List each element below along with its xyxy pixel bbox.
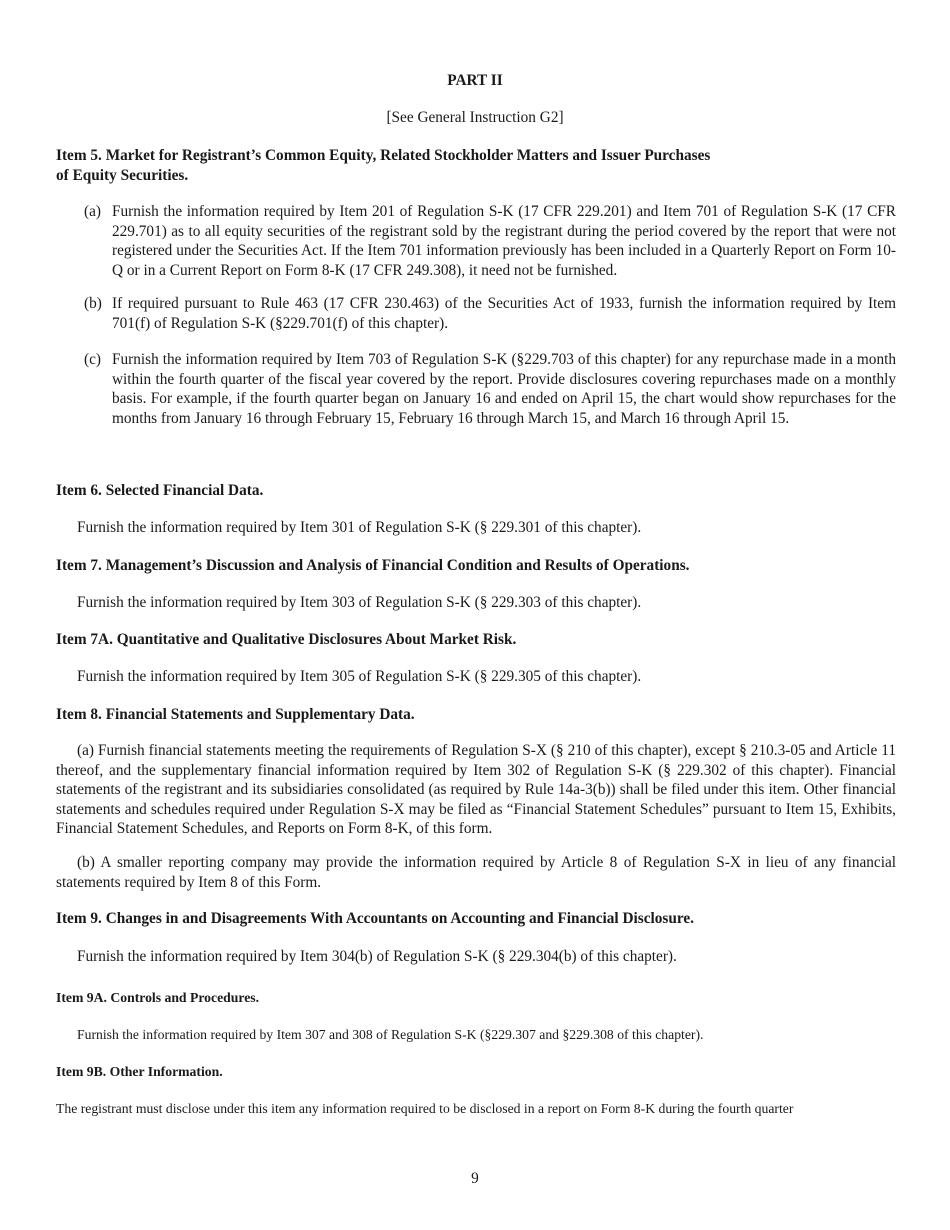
item7a-heading: Item 7A. Quantitative and Qualitative Disclosures About Market Risk. xyxy=(56,631,517,648)
item6-text: Furnish the information required by Item 301 of Regulation S-K (§ 229.301 of this chapter). xyxy=(77,519,642,536)
item9-heading: Item 9. Changes in and Disagreements With Accountants on Accounting and Financial Disclosure. xyxy=(56,910,695,927)
list-text: Furnish the information required by Item 201 of Regulation S-K (17 CFR 229.201) and Item 701 of Regulation S-K (17 CFR 229.701) as to all equity securities of the registrant sold by the registrant during the period covered by the report that were not registered under the Securities Act. If the Item 701 information previously has been included in a Quarterly Report on Form 10-Q or in a Current Report on Form 8-K (17 CFR 249.308), it need not be furnished. xyxy=(112,203,896,279)
item6-heading: Item 6. Selected Financial Data. xyxy=(56,482,264,499)
item5-heading-line2: of Equity Securities. xyxy=(56,166,189,184)
item5-list-item-b xyxy=(84,294,896,333)
item5-list-item-a xyxy=(84,202,896,280)
item8-paragraph-b: (b) A smaller reporting company may provide the information required by Article 8 of Regulation S-X in lieu of any financial statements required by Item 8 of this Form. xyxy=(56,854,896,891)
item9b-text: The registrant must disclose under this item any information required to be disclosed in a report on Form 8-K during the fourth quarter xyxy=(56,1101,794,1116)
list-label: (c) xyxy=(84,351,101,368)
item9-text: Furnish the information required by Item 304(b) of Regulation S-K (§ 229.304(b) of this chapter). xyxy=(77,948,677,965)
item5-heading xyxy=(56,146,896,185)
list-text: Furnish the information required by Item 703 of Regulation S-K (§229.703 of this chapter) for any repurchase made in a month within the fourth quarter of the fiscal year covered by the report. Provide disclosures covering repurchases made on a monthly basis. For example, if the fourth quarter began on January 16 and ended on April 15, the chart would show repurchases for the months from January 16 through February 15, February 16 through March 15, and March 16 through April 15. xyxy=(112,351,896,427)
page-number: 9 xyxy=(471,1170,479,1187)
item7a-text: Furnish the information required by Item 305 of Regulation S-K (§ 229.305 of this chapter). xyxy=(77,668,642,685)
item5-list-item-c xyxy=(84,350,896,428)
item7-text: Furnish the information required by Item 303 of Regulation S-K (§ 229.303 of this chapter). xyxy=(77,594,642,611)
item9a-heading: Item 9A. Controls and Procedures. xyxy=(56,990,260,1005)
instruction-reference: [See General Instruction G2] xyxy=(386,109,564,126)
list-text: If required pursuant to Rule 463 (17 CFR 230.463) of the Securities Act of 1933, furnish the information required by Item 701(f) of Regulation S-K (§229.701(f) of this chapter). xyxy=(112,295,896,332)
item8-heading: Item 8. Financial Statements and Supplementary Data. xyxy=(56,706,415,723)
item8-paragraph-a: (a) Furnish financial statements meeting the requirements of Regulation S-X (§ 210 of this chapter), except § 210.3-05 and Article 11 thereof, and the supplementary financial information required by Item 302 of Regulation S-K (§ 229.302 of this chapter). Financial statements of the registrant and its subsidiaries consolidated (as required by Rule 14a-3(b)) shall be filed under this item. Other financial statements and schedules required under Regulation S-X may be filed as “Financial Statement Schedules” pursuant to Item 15, Exhibits, Financial Statement Schedules, and Reports on Form 8-K, of this form. xyxy=(56,742,896,837)
item7-heading: Item 7. Management’s Discussion and Analysis of Financial Condition and Results of Operations. xyxy=(56,557,690,574)
item9a-text: Furnish the information required by Item 307 and 308 of Regulation S-K (§229.307 and §229.308 of this chapter). xyxy=(77,1027,704,1042)
item5-heading-line1: Item 5. Market for Registrant’s Common Equity, Related Stockholder Matters and Issuer Purchases xyxy=(56,147,711,164)
list-label: (a) xyxy=(84,203,101,220)
list-label: (b) xyxy=(84,295,102,312)
item9b-heading: Item 9B. Other Information. xyxy=(56,1064,223,1079)
part-title: PART II xyxy=(447,72,503,89)
